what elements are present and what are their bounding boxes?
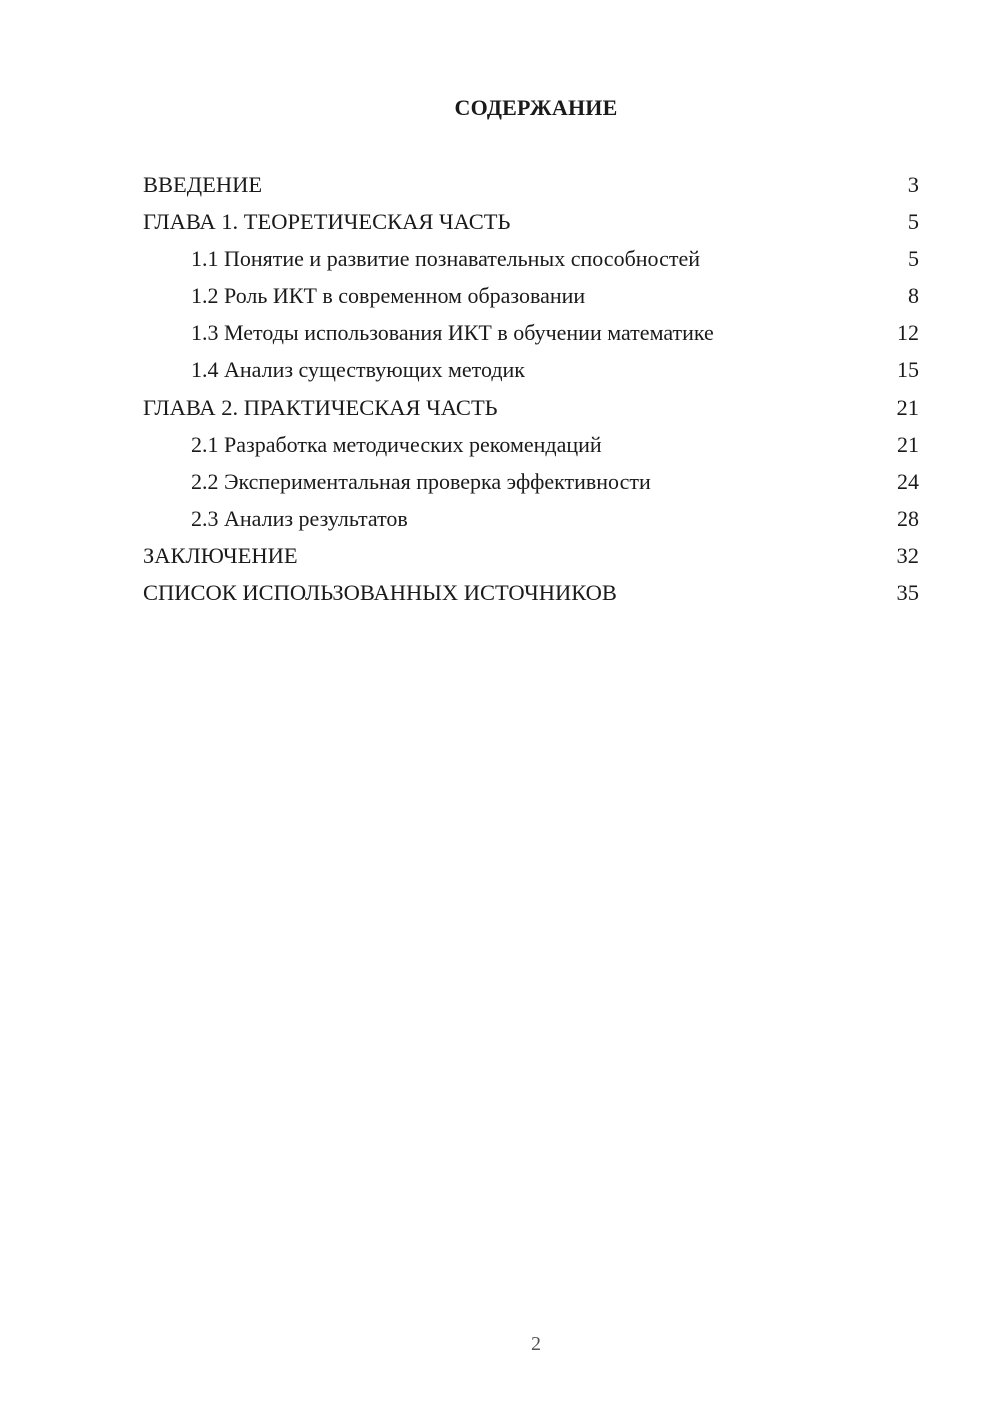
toc-entry-label: 1.4 Анализ существующих методик xyxy=(191,357,525,383)
toc-entry-section-2-2[interactable] xyxy=(143,465,919,502)
toc-entry-label: ВВЕДЕНИЕ xyxy=(143,172,263,197)
toc-entry-label: 1.3 Методы использования ИКТ в обучении математике xyxy=(191,320,714,346)
toc-title: СОДЕРЖАНИЕ xyxy=(454,95,618,120)
toc-entry-section-2-3[interactable] xyxy=(143,502,919,539)
toc-entry-page: 32 xyxy=(896,542,919,568)
toc-entry-chapter-2[interactable] xyxy=(143,391,919,428)
toc-entry-section-1-3[interactable] xyxy=(143,316,919,353)
toc-entry-references[interactable] xyxy=(143,576,919,613)
toc-entry-page: 15 xyxy=(897,357,919,383)
toc-entry-page: 8 xyxy=(908,283,919,309)
toc-entry-page: 5 xyxy=(907,209,919,235)
toc-entry-label: 2.2 Экспериментальная проверка эффективности xyxy=(191,468,651,494)
toc-entry-section-1-2[interactable] xyxy=(143,279,919,316)
toc-entry-page: 21 xyxy=(896,394,919,420)
toc-entry-label: 2.1 Разработка методических рекомендаций xyxy=(191,431,602,457)
toc-entry-label: ГЛАВА 1. ТЕОРЕТИЧЕСКАЯ ЧАСТЬ xyxy=(143,209,511,235)
toc-entry-page: 5 xyxy=(908,246,919,272)
toc-entry-label: 1.2 Роль ИКТ в современном образовании xyxy=(191,283,586,309)
toc-entry-page: 28 xyxy=(897,505,919,531)
toc-entry-section-1-1[interactable] xyxy=(143,242,919,279)
page-number: 2 xyxy=(531,1333,541,1355)
toc-entry-page: 21 xyxy=(897,431,919,457)
toc-entry-label: 1.1 Понятие и развитие познавательных способностей xyxy=(191,246,700,272)
toc-entry-page: 3 xyxy=(907,172,919,197)
toc-entry-section-2-1[interactable] xyxy=(143,428,919,465)
toc-entry-label: 2.3 Анализ результатов xyxy=(191,505,408,531)
toc-entry-page: 12 xyxy=(897,320,919,346)
table-of-contents xyxy=(143,168,919,613)
toc-entry-label: ГЛАВА 2. ПРАКТИЧЕСКАЯ ЧАСТЬ xyxy=(143,394,498,420)
toc-entry-label: СПИСОК ИСПОЛЬЗОВАННЫХ ИСТОЧНИКОВ xyxy=(143,580,617,606)
toc-entry-page: 35 xyxy=(896,580,919,606)
toc-entry-page: 24 xyxy=(897,468,919,494)
toc-entry-label: ЗАКЛЮЧЕНИЕ xyxy=(143,542,298,568)
toc-entry-section-1-4[interactable] xyxy=(143,353,919,390)
toc-entry-introduction[interactable] xyxy=(143,168,919,205)
toc-entry-conclusion[interactable] xyxy=(143,539,919,576)
toc-entry-chapter-1[interactable] xyxy=(143,205,919,242)
